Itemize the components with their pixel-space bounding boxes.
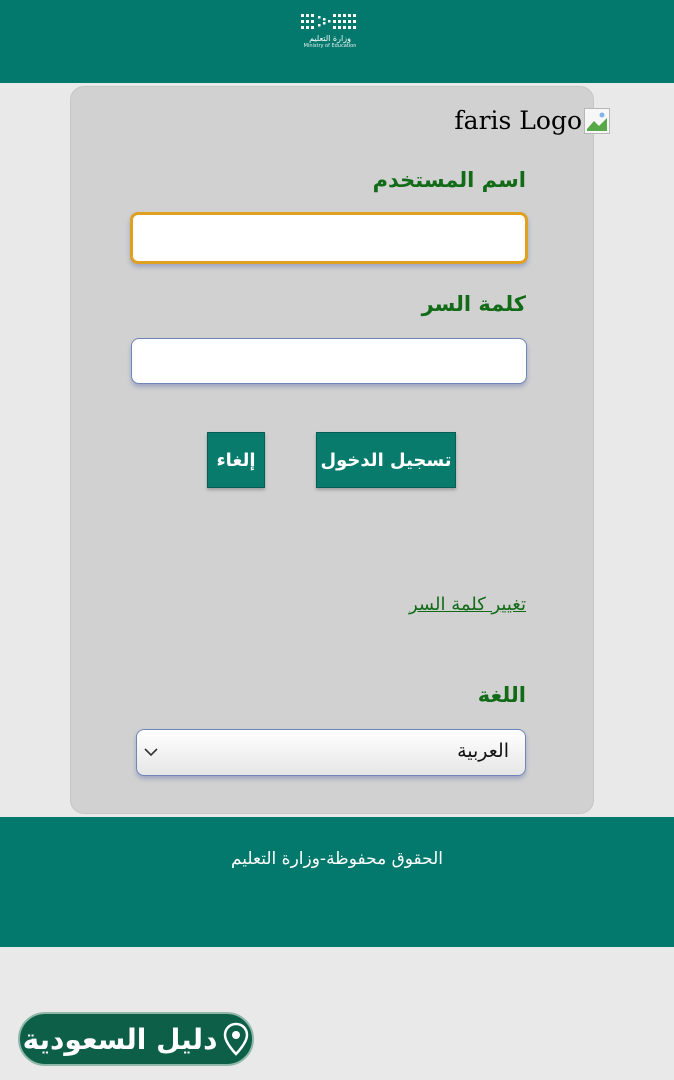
ministry-logo-arabic: وزارة التعليم xyxy=(309,34,351,43)
ministry-logo-icon xyxy=(299,12,361,32)
username-input[interactable] xyxy=(130,212,528,264)
broken-image-icon xyxy=(584,108,610,134)
chevron-down-icon xyxy=(143,744,159,760)
cancel-button[interactable]: إلغاء xyxy=(207,432,265,488)
login-button[interactable]: تسجيل الدخول xyxy=(316,432,456,488)
copyright-text: الحقوق محفوظة-وزارة التعليم xyxy=(230,849,444,869)
change-password-link[interactable]: تغيير كلمة السر xyxy=(409,594,526,615)
language-label: اللغة xyxy=(477,683,526,707)
language-select[interactable] xyxy=(136,729,526,776)
language-selected-value: العربية xyxy=(457,740,509,762)
ministry-logo-english: Ministry of Education xyxy=(303,43,357,49)
ministry-logo xyxy=(280,12,380,64)
site-logo-alt-text: faris Logo xyxy=(454,106,582,135)
username-label: اسم المستخدم xyxy=(372,168,526,192)
site-watermark xyxy=(18,1012,254,1066)
watermark-text: دليل السعودية xyxy=(22,1022,218,1056)
footer xyxy=(0,817,674,947)
site-logo xyxy=(454,106,610,135)
top-header xyxy=(0,0,674,83)
password-input[interactable] xyxy=(131,338,527,384)
location-pin-icon xyxy=(223,1022,249,1056)
password-label: كلمة السر xyxy=(421,292,526,316)
